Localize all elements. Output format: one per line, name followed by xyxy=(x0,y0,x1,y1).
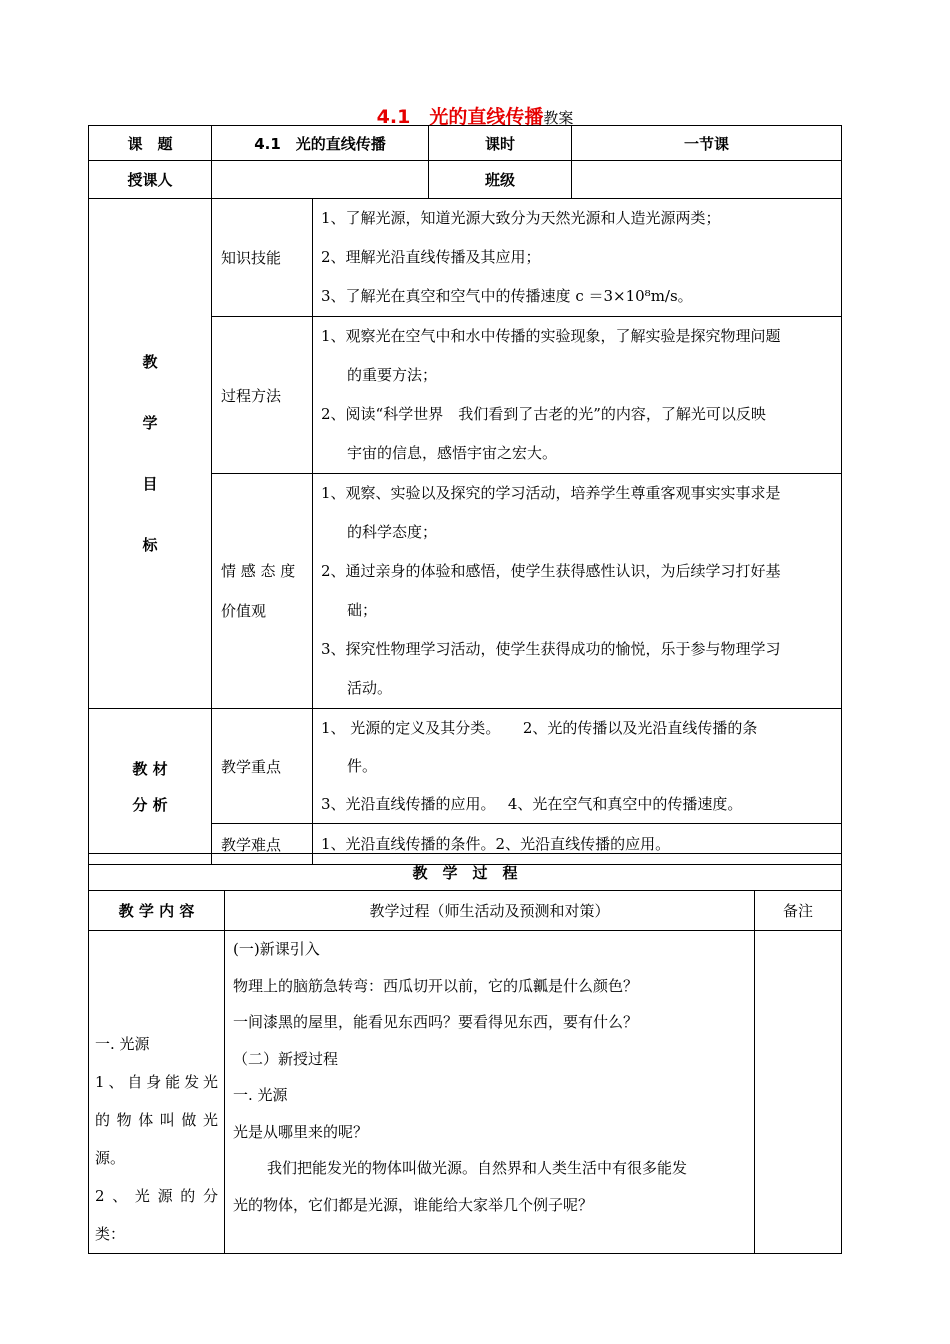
remarks-cell xyxy=(755,931,842,1254)
period-value: 一节课 xyxy=(572,126,842,161)
process-label: 过程方法 xyxy=(212,317,313,474)
teaching-content-cell: 一. 光源 1、自身能发光 的物体叫做光 源。 2、光源的分 类： xyxy=(89,931,225,1254)
difficult-points-content: 1、光沿直线传播的条件。2、光沿直线传播的应用。 xyxy=(313,824,842,865)
period-label: 课时 xyxy=(429,126,572,161)
title-suffix: 教案 xyxy=(543,109,574,127)
process-heading: 教 学 过 程 xyxy=(89,854,842,891)
difficult-points-label: 教学难点 xyxy=(212,824,313,865)
teacher-label: 授课人 xyxy=(89,161,212,199)
key-points-content: 1、 光源的定义及其分类。 2、光的传播以及光沿直线传播的条 件。 3、光沿直线传播的应用。 4、光在空气和真空中的传播速度。 xyxy=(313,709,842,824)
analysis-label: 教 材 分 析 xyxy=(89,709,212,865)
class-value xyxy=(572,161,842,199)
teaching-process-cell: (一)新课引入 物理上的脑筋急转弯：西瓜切开以前，它的瓜瓤是什么颜色？ 一间漆黑的屋里，能看见东西吗？要看得见东西，要有什么？ （二）新授过程 一. 光源 光是从哪里来的呢？ 我们把能发光的物体叫做光源。自然界和人类生活中有很多能发 光的物体，它们都是光源，谁能给大家举几个例子呢？ xyxy=(225,931,755,1254)
process-content: 1、观察光在空气中和水中传播的实验现象，了解实验是探究物理问题 的重要方法； 2、阅读“科学世界 我们看到了古老的光”的内容，了解光可以反映 宇宙的信息，感悟宇宙之宏大。 xyxy=(313,317,842,474)
class-label: 班级 xyxy=(429,161,572,199)
attitude-label: 情 感 态 度 价值观 xyxy=(212,474,313,709)
col-remarks: 备注 xyxy=(755,891,842,931)
knowledge-label: 知识技能 xyxy=(212,199,313,317)
topic-label: 课 题 xyxy=(89,126,212,161)
col-teaching-process: 教学过程（师生活动及预测和对策） xyxy=(225,891,755,931)
topic-value: 4.1 光的直线传播 xyxy=(212,126,429,161)
knowledge-content: 1、了解光源，知道光源大致分为天然光源和人造光源两类； 2、理解光沿直线传播及其应用； 3、了解光在真空和空气中的传播速度 c ＝3×10⁸m/s。 xyxy=(313,199,842,317)
title-main: 4.1 光的直线传播 xyxy=(376,106,544,128)
goals-label: 教 学 目 标 xyxy=(89,199,212,709)
col-teaching-content: 教 学 内 容 xyxy=(89,891,225,931)
attitude-content: 1、观察、实验以及探究的学习活动，培养学生尊重客观事实实事求是 的科学态度； 2、通过亲身的体验和感悟，使学生获得感性认识，为后续学习打好基 础； 3、探究性物理学习活动，使学生获得成功的愉悦，乐于参与物理学习 活动。 xyxy=(313,474,842,709)
lesson-plan-table xyxy=(88,125,842,865)
teacher-value xyxy=(212,161,429,199)
key-points-label: 教学重点 xyxy=(212,709,313,824)
process-table xyxy=(88,853,842,1254)
